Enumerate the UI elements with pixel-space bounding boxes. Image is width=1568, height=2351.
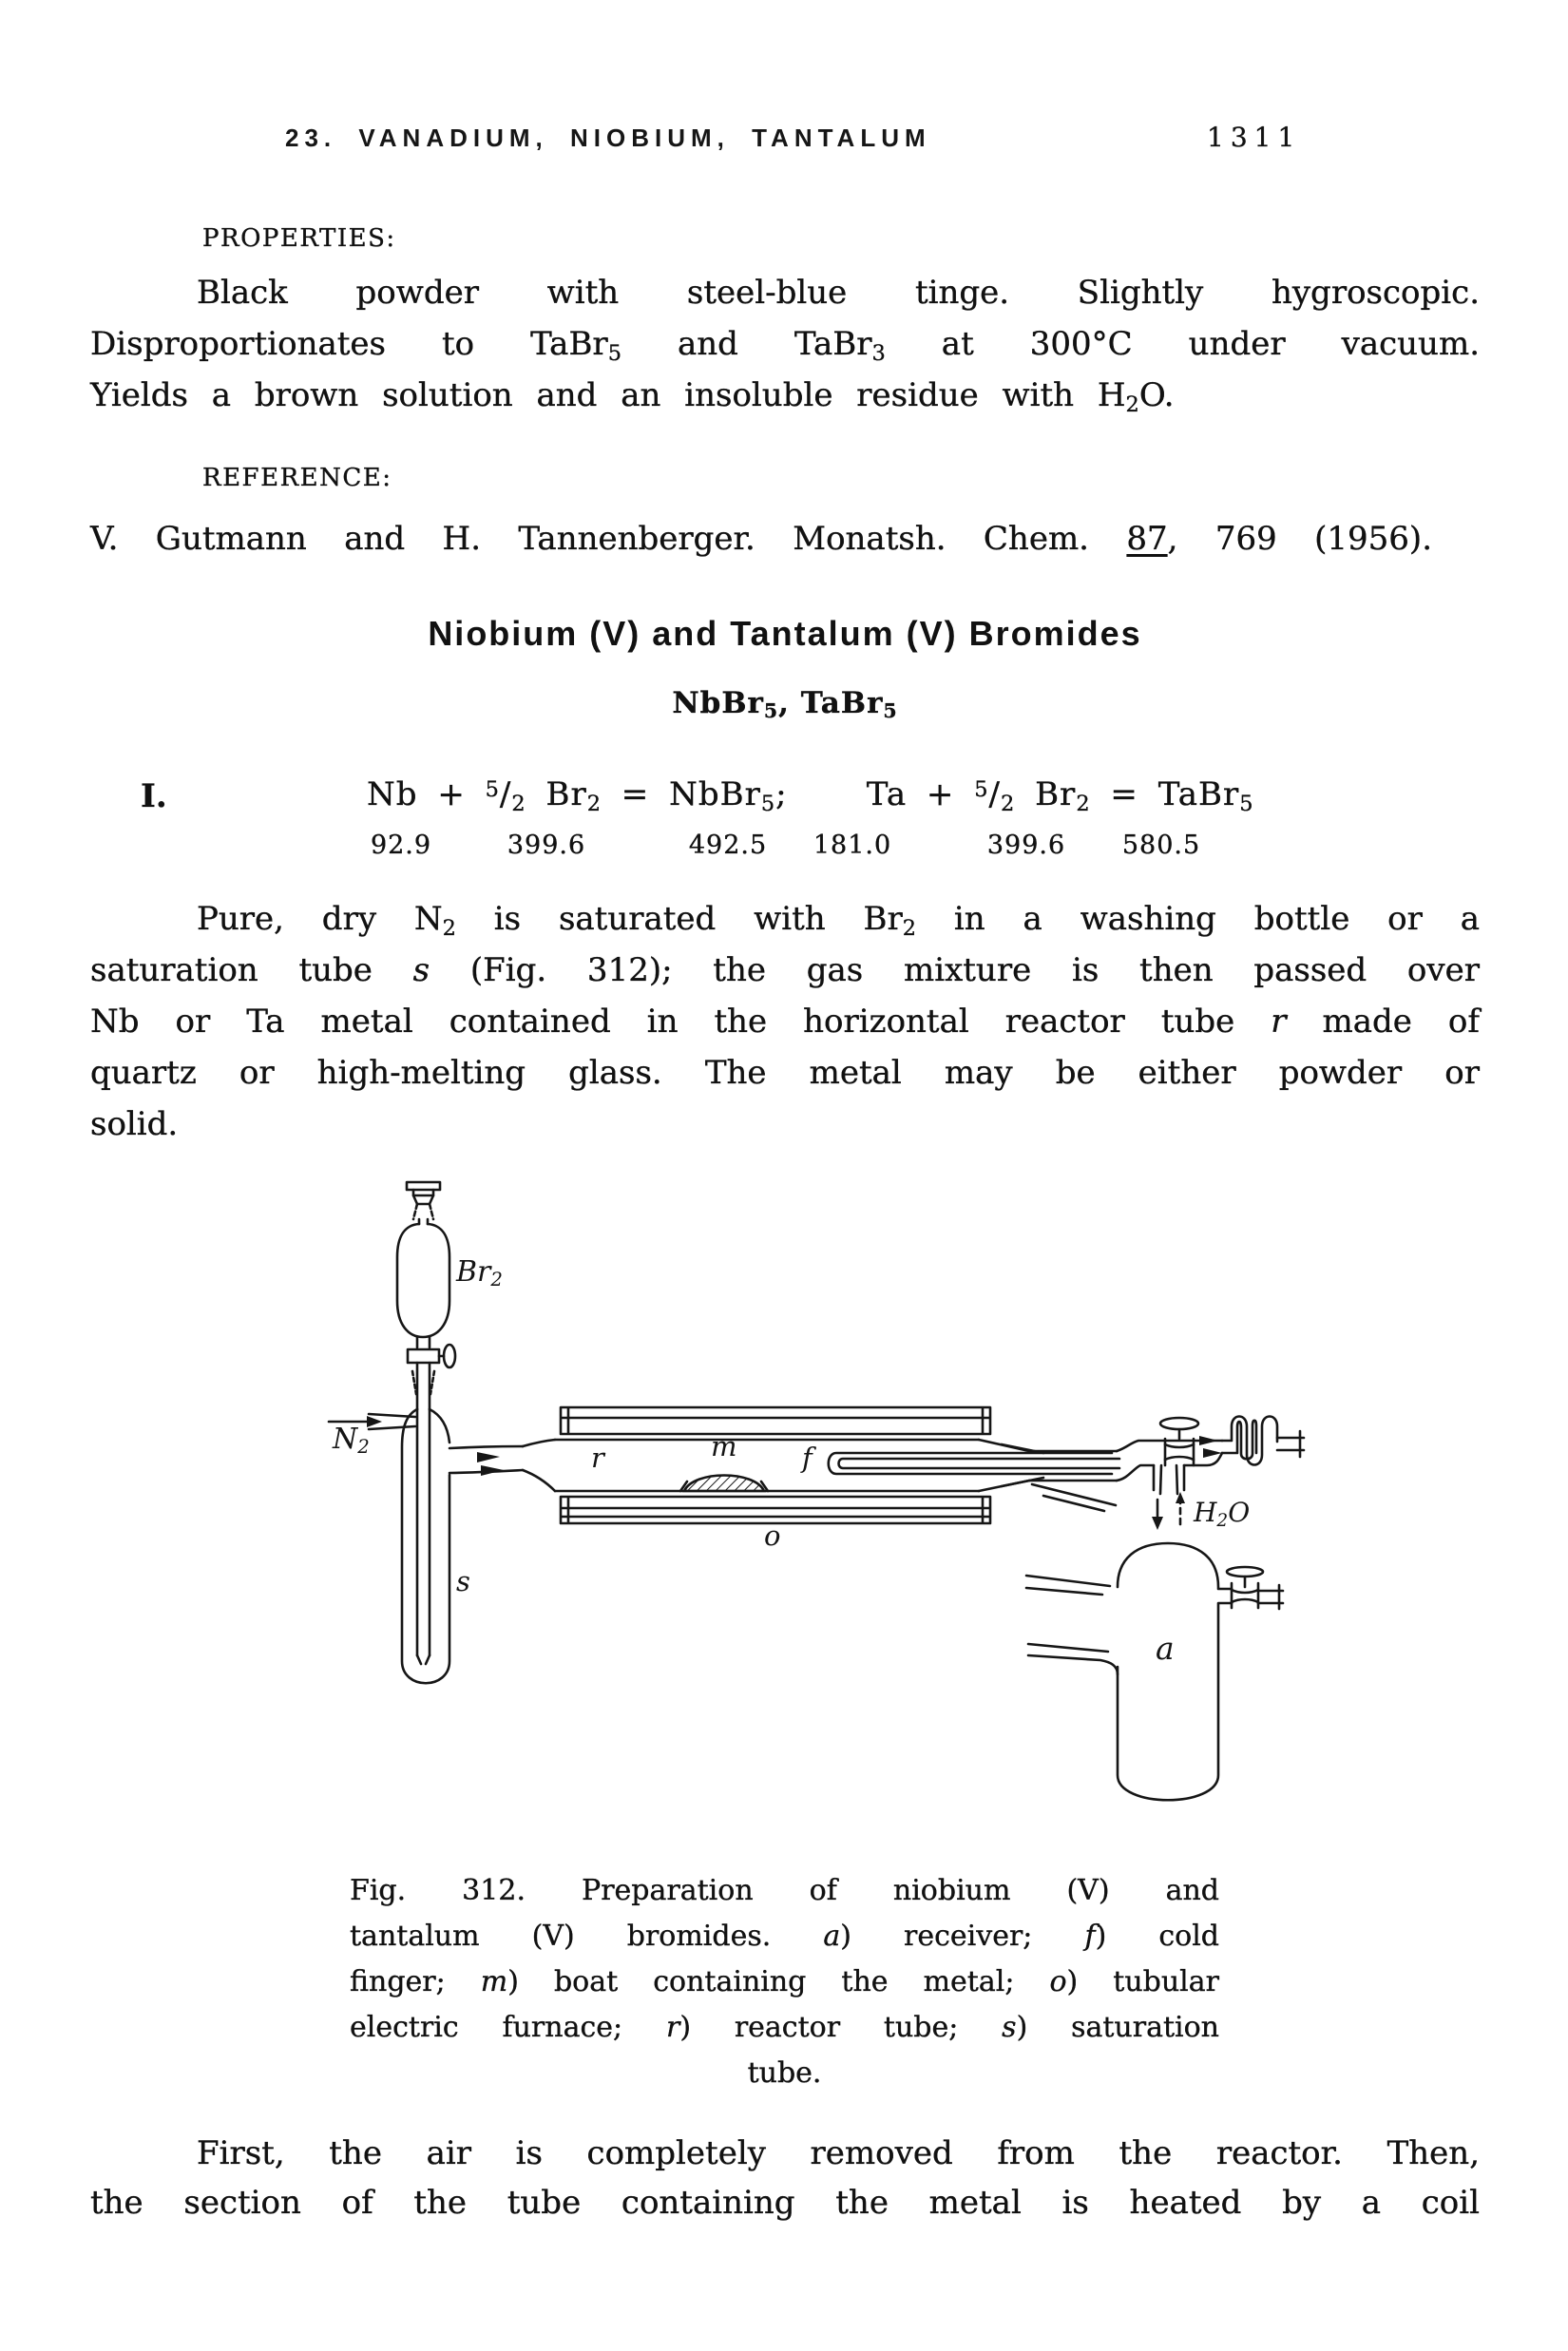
text-line: Pure, dry $N_2$ is saturated with $Br_2$ in a washing bottle or a [197,900,1481,941]
text-line: quartz or high-melting glass. The metal may be either powder or [90,1054,1480,1092]
figure-label-br2: $Br_2$ [456,1255,503,1291]
saturation-tube-icon [402,1409,449,1683]
figure-312 [219,1169,1349,1853]
molecular-weight: 181.0 [813,831,892,860]
figure-label-h2o: $H_2O$ [1194,1497,1251,1531]
reference-citation: V. Gutmann and H. Tannenberger. Monatsh. Chem. 87, 769 (1956). [90,520,1433,558]
text-line: Yields a brown solution and an insoluble residue with $H_2O$. [90,376,1175,417]
chapter-heading: 23. VANADIUM, NIOBIUM, TANTALUM [285,124,931,152]
furnace-icon [561,1407,990,1523]
equation-numeral: I. [141,777,167,815]
u-trap-icon [1222,1417,1304,1465]
receiver-stopcock-icon [1218,1567,1283,1609]
page-number: 1311 [1207,122,1302,153]
figure-label-r: r [591,1442,604,1474]
section-formula: NbBr$_5$, TaBr$_5$ [672,686,898,723]
figure-label-f: f [802,1442,813,1474]
molecular-weight: 399.6 [986,831,1066,860]
section-title: Niobium (V) and Tantalum (V) Bromides [428,614,1142,653]
properties-paragraph [90,267,1480,421]
h2o-arrow-icons [1152,1492,1185,1530]
intro-paragraph [90,893,1480,1150]
metal-boat-icon [680,1476,768,1492]
caption-line: electric furnace; r) reactor tube; s) saturation [350,2011,1219,2044]
text-line: Nb or Ta metal contained in the horizontal reactor tube r made of [90,1003,1480,1041]
text-line: First, the air is completely removed from the reactor. Then, [197,2134,1480,2172]
text-line: Black powder with steel-blue tinge. Slightly hygroscopic. [197,274,1480,312]
dropping-funnel-icon [397,1182,455,1409]
flow-arrow-icons [1199,1436,1222,1458]
figure-label-m: m [711,1430,737,1462]
molecular-weight: 399.6 [507,831,586,860]
text-line: the section of the tube containing the metal is heated by a coil [90,2184,1480,2222]
caption-line: finger; m) boat containing the metal; o) tubular [350,1965,1219,1998]
text-line: saturation tube s (Fig. 312); the gas mixture is then passed over [90,951,1480,989]
side-arm-icon [449,1440,555,1491]
molecular-weight: 580.5 [1121,831,1201,860]
text-line: Disproportionates to TaBr$_5$ and TaBr$_3$ at 300°C under vacuum. [90,325,1480,366]
properties-label: PROPERTIES: [202,224,396,253]
closing-paragraph [90,2129,1480,2227]
equation-line: $Nb + ^5/_2$ $Br_2$ = NbBr$_5$; $Ta + ^5/_2$ $Br_2$ = TaBr$_5$ [367,775,1254,816]
receiver-flask-icon [1026,1543,1218,1800]
reference-label: REFERENCE: [202,464,392,492]
molecular-weight: 92.9 [370,831,432,860]
apparatus-diagram [219,1169,1349,1853]
figure-label-a: a [1156,1630,1175,1667]
text-line: solid. [90,1105,179,1143]
figure-label-o: o [764,1520,781,1552]
figure-label-s: s [456,1565,470,1597]
figure-caption [350,1868,1219,2096]
molecular-weight: 492.5 [688,831,768,860]
caption-line: tantalum (V) bromides. a) receiver; f) cold [350,1920,1220,1953]
figure-label-n2: $N_2$ [333,1423,370,1459]
caption-line: tube. [747,2056,822,2090]
caption-line: Fig. 312. Preparation of niobium (V) and [350,1874,1219,1907]
cold-finger-icon [829,1453,1119,1474]
